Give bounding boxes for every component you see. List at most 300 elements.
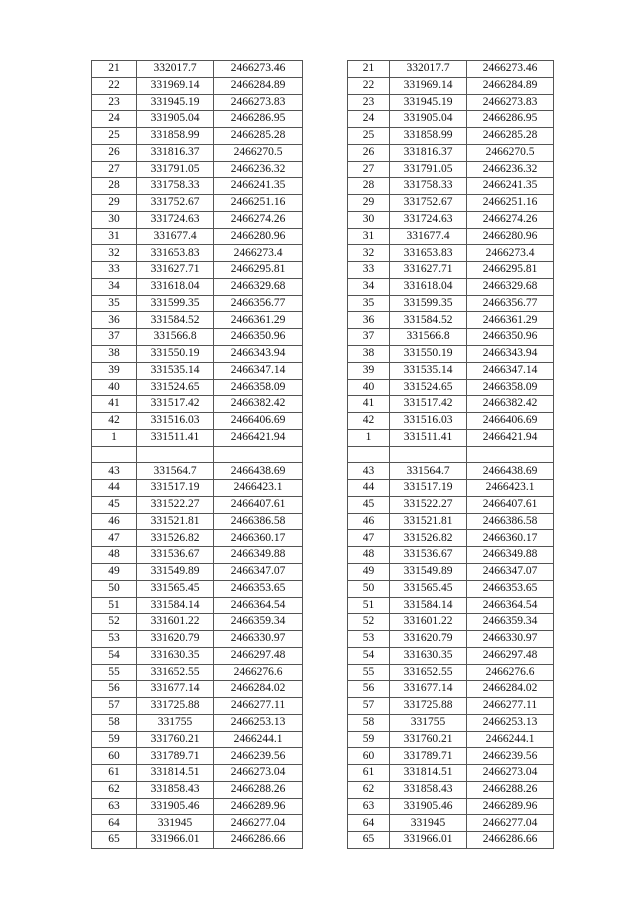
y-coordinate-cell: 2466438.69 xyxy=(467,463,554,480)
y-coordinate-cell: 2466297.48 xyxy=(467,647,554,664)
x-coordinate-cell: 331905.46 xyxy=(137,798,214,815)
table-row xyxy=(92,362,303,379)
y-coordinate-cell: 2466273.04 xyxy=(214,765,303,782)
table-row xyxy=(348,211,554,228)
point-number-cell: 39 xyxy=(92,362,137,379)
point-number-cell: 55 xyxy=(348,664,390,681)
x-coordinate-cell: 331536.67 xyxy=(137,547,214,564)
x-coordinate-cell: 331522.27 xyxy=(137,496,214,513)
y-coordinate-cell: 2466286.66 xyxy=(214,832,303,849)
point-number-cell: 52 xyxy=(348,614,390,631)
point-number-cell: 55 xyxy=(92,664,137,681)
table-row xyxy=(348,446,554,463)
x-coordinate-cell: 331584.52 xyxy=(390,312,467,329)
table-row xyxy=(92,798,303,815)
x-coordinate-cell: 331550.19 xyxy=(137,346,214,363)
table-row xyxy=(92,446,303,463)
y-coordinate-cell: 2466347.07 xyxy=(214,563,303,580)
table-row xyxy=(348,513,554,530)
table-row xyxy=(348,631,554,648)
y-coordinate-cell: 2466273.46 xyxy=(467,61,554,78)
y-coordinate-cell: 2466386.58 xyxy=(214,513,303,530)
point-number-cell: 64 xyxy=(92,815,137,832)
point-number-cell: 25 xyxy=(92,128,137,145)
y-coordinate-cell: 2466347.14 xyxy=(214,362,303,379)
y-coordinate-cell: 2466329.68 xyxy=(467,278,554,295)
x-coordinate-cell: 331517.42 xyxy=(390,396,467,413)
point-number-cell: 51 xyxy=(92,597,137,614)
table-row xyxy=(92,480,303,497)
table-row xyxy=(348,614,554,631)
x-coordinate-cell: 331653.83 xyxy=(390,245,467,262)
y-coordinate-cell: 2466277.11 xyxy=(467,698,554,715)
x-coordinate-cell xyxy=(390,446,467,463)
table-row xyxy=(92,295,303,312)
table-row xyxy=(92,178,303,195)
x-coordinate-cell: 331565.45 xyxy=(137,580,214,597)
point-number-cell: 57 xyxy=(348,698,390,715)
y-coordinate-cell: 2466438.69 xyxy=(214,463,303,480)
point-number-cell: 21 xyxy=(92,61,137,78)
table-row xyxy=(348,295,554,312)
table-row xyxy=(92,631,303,648)
point-number-cell: 21 xyxy=(348,61,390,78)
table-row xyxy=(92,346,303,363)
table-row xyxy=(348,77,554,94)
point-number-cell: 24 xyxy=(348,111,390,128)
y-coordinate-cell: 2466407.61 xyxy=(467,496,554,513)
table-row xyxy=(348,832,554,849)
point-number-cell: 47 xyxy=(92,530,137,547)
table-row xyxy=(348,278,554,295)
x-coordinate-cell: 331516.03 xyxy=(137,413,214,430)
point-number-cell: 22 xyxy=(92,77,137,94)
y-coordinate-cell: 2466288.26 xyxy=(467,781,554,798)
y-coordinate-cell: 2466286.95 xyxy=(467,111,554,128)
coordinate-table-right xyxy=(347,60,554,849)
y-coordinate-cell: 2466244.1 xyxy=(214,731,303,748)
y-coordinate-cell: 2466360.17 xyxy=(467,530,554,547)
y-coordinate-cell: 2466274.26 xyxy=(467,211,554,228)
point-number-cell: 33 xyxy=(348,262,390,279)
x-coordinate-cell: 331945 xyxy=(390,815,467,832)
table-row xyxy=(348,429,554,446)
point-number-cell: 46 xyxy=(92,513,137,530)
point-number-cell: 53 xyxy=(348,631,390,648)
point-number-cell: 47 xyxy=(348,530,390,547)
y-coordinate-cell: 2466239.56 xyxy=(467,748,554,765)
x-coordinate-cell: 331521.81 xyxy=(390,513,467,530)
point-number-cell: 49 xyxy=(92,563,137,580)
table-row xyxy=(92,714,303,731)
y-coordinate-cell: 2466253.13 xyxy=(214,714,303,731)
y-coordinate-cell: 2466386.58 xyxy=(467,513,554,530)
x-coordinate-cell: 331752.67 xyxy=(137,195,214,212)
table-row xyxy=(92,111,303,128)
y-coordinate-cell: 2466330.97 xyxy=(214,631,303,648)
table-row xyxy=(348,480,554,497)
y-coordinate-cell: 2466289.96 xyxy=(214,798,303,815)
table-row xyxy=(348,161,554,178)
x-coordinate-cell: 331620.79 xyxy=(390,631,467,648)
x-coordinate-cell: 332017.7 xyxy=(137,61,214,78)
x-coordinate-cell: 331511.41 xyxy=(390,429,467,446)
x-coordinate-cell: 331945.19 xyxy=(390,94,467,111)
y-coordinate-cell: 2466356.77 xyxy=(214,295,303,312)
x-coordinate-cell: 331814.51 xyxy=(390,765,467,782)
x-coordinate-cell: 331549.89 xyxy=(137,563,214,580)
x-coordinate-cell: 331760.21 xyxy=(390,731,467,748)
table-row xyxy=(348,714,554,731)
point-number-cell: 46 xyxy=(348,513,390,530)
x-coordinate-cell: 331791.05 xyxy=(137,161,214,178)
y-coordinate-cell: 2466284.89 xyxy=(467,77,554,94)
y-coordinate-cell: 2466253.13 xyxy=(467,714,554,731)
point-number-cell: 31 xyxy=(92,228,137,245)
table-row xyxy=(348,94,554,111)
y-coordinate-cell: 2466273.4 xyxy=(467,245,554,262)
y-coordinate-cell: 2466349.88 xyxy=(214,547,303,564)
coordinate-table-body xyxy=(92,61,303,849)
x-coordinate-cell: 331755 xyxy=(137,714,214,731)
table-row xyxy=(92,396,303,413)
table-row xyxy=(92,128,303,145)
point-number-cell: 37 xyxy=(348,329,390,346)
y-coordinate-cell: 2466358.09 xyxy=(467,379,554,396)
y-coordinate-cell: 2466361.29 xyxy=(467,312,554,329)
y-coordinate-cell: 2466236.32 xyxy=(467,161,554,178)
point-number-cell xyxy=(92,446,137,463)
y-coordinate-cell: 2466284.02 xyxy=(214,681,303,698)
table-row xyxy=(348,798,554,815)
y-coordinate-cell: 2466421.94 xyxy=(467,429,554,446)
x-coordinate-cell: 331677.4 xyxy=(137,228,214,245)
x-coordinate-cell xyxy=(137,446,214,463)
table-row xyxy=(92,245,303,262)
y-coordinate-cell: 2466284.89 xyxy=(214,77,303,94)
point-number-cell xyxy=(348,446,390,463)
table-row xyxy=(92,731,303,748)
table-row xyxy=(348,312,554,329)
point-number-cell: 35 xyxy=(348,295,390,312)
y-coordinate-cell: 2466364.54 xyxy=(214,597,303,614)
point-number-cell: 53 xyxy=(92,631,137,648)
y-coordinate-cell: 2466251.16 xyxy=(214,195,303,212)
x-coordinate-cell: 331858.99 xyxy=(390,128,467,145)
x-coordinate-cell: 331526.82 xyxy=(137,530,214,547)
point-number-cell: 33 xyxy=(92,262,137,279)
point-number-cell: 32 xyxy=(92,245,137,262)
x-coordinate-cell: 331618.04 xyxy=(137,278,214,295)
table-row xyxy=(92,664,303,681)
table-row xyxy=(92,77,303,94)
point-number-cell: 24 xyxy=(92,111,137,128)
table-row xyxy=(348,664,554,681)
point-number-cell: 50 xyxy=(92,580,137,597)
y-coordinate-cell: 2466359.34 xyxy=(214,614,303,631)
point-number-cell: 42 xyxy=(92,413,137,430)
table-row xyxy=(92,597,303,614)
table-row xyxy=(348,496,554,513)
x-coordinate-cell: 331550.19 xyxy=(390,346,467,363)
table-row xyxy=(348,329,554,346)
x-coordinate-cell: 331725.88 xyxy=(390,698,467,715)
x-coordinate-cell: 331760.21 xyxy=(137,731,214,748)
y-coordinate-cell: 2466350.96 xyxy=(214,329,303,346)
table-row xyxy=(92,463,303,480)
y-coordinate-cell: 2466347.07 xyxy=(467,563,554,580)
x-coordinate-cell: 331601.22 xyxy=(137,614,214,631)
point-number-cell: 61 xyxy=(92,765,137,782)
x-coordinate-cell: 331816.37 xyxy=(137,144,214,161)
x-coordinate-cell: 331524.65 xyxy=(137,379,214,396)
table-row xyxy=(92,211,303,228)
table-row xyxy=(348,362,554,379)
point-number-cell: 63 xyxy=(348,798,390,815)
point-number-cell: 57 xyxy=(92,698,137,715)
x-coordinate-cell: 331653.83 xyxy=(137,245,214,262)
table-row xyxy=(92,748,303,765)
point-number-cell: 65 xyxy=(92,832,137,849)
x-coordinate-cell: 331566.8 xyxy=(390,329,467,346)
x-coordinate-cell: 331511.41 xyxy=(137,429,214,446)
y-coordinate-cell: 2466239.56 xyxy=(214,748,303,765)
x-coordinate-cell: 331789.71 xyxy=(137,748,214,765)
x-coordinate-cell: 331677.4 xyxy=(390,228,467,245)
y-coordinate-cell: 2466276.6 xyxy=(214,664,303,681)
y-coordinate-cell: 2466270.5 xyxy=(214,144,303,161)
x-coordinate-cell: 331630.35 xyxy=(137,647,214,664)
x-coordinate-cell: 331969.14 xyxy=(390,77,467,94)
table-row xyxy=(348,731,554,748)
table-row xyxy=(348,396,554,413)
table-row xyxy=(92,681,303,698)
y-coordinate-cell: 2466277.04 xyxy=(214,815,303,832)
point-number-cell: 65 xyxy=(348,832,390,849)
point-number-cell: 26 xyxy=(92,144,137,161)
point-number-cell: 54 xyxy=(92,647,137,664)
point-number-cell: 1 xyxy=(348,429,390,446)
table-row xyxy=(92,513,303,530)
table-row xyxy=(92,698,303,715)
point-number-cell: 44 xyxy=(92,480,137,497)
x-coordinate-cell: 331652.55 xyxy=(137,664,214,681)
x-coordinate-cell: 331517.19 xyxy=(390,480,467,497)
y-coordinate-cell: 2466244.1 xyxy=(467,731,554,748)
y-coordinate-cell: 2466241.35 xyxy=(467,178,554,195)
x-coordinate-cell: 331564.7 xyxy=(390,463,467,480)
point-number-cell: 38 xyxy=(348,346,390,363)
y-coordinate-cell: 2466350.96 xyxy=(467,329,554,346)
point-number-cell: 27 xyxy=(348,161,390,178)
table-row xyxy=(348,698,554,715)
x-coordinate-cell: 331724.63 xyxy=(390,211,467,228)
x-coordinate-cell: 331758.33 xyxy=(390,178,467,195)
point-number-cell: 40 xyxy=(348,379,390,396)
point-number-cell: 36 xyxy=(92,312,137,329)
table-row xyxy=(348,178,554,195)
table-row xyxy=(92,329,303,346)
y-coordinate-cell: 2466273.04 xyxy=(467,765,554,782)
x-coordinate-cell: 331524.65 xyxy=(390,379,467,396)
table-row xyxy=(92,413,303,430)
table-row xyxy=(348,262,554,279)
point-number-cell: 44 xyxy=(348,480,390,497)
y-coordinate-cell: 2466285.28 xyxy=(467,128,554,145)
table-row xyxy=(92,547,303,564)
y-coordinate-cell: 2466359.34 xyxy=(467,614,554,631)
y-coordinate-cell: 2466343.94 xyxy=(214,346,303,363)
y-coordinate-cell: 2466289.96 xyxy=(467,798,554,815)
y-coordinate-cell: 2466364.54 xyxy=(467,597,554,614)
x-coordinate-cell: 331858.99 xyxy=(137,128,214,145)
point-number-cell: 34 xyxy=(348,278,390,295)
y-coordinate-cell: 2466241.35 xyxy=(214,178,303,195)
y-coordinate-cell: 2466347.14 xyxy=(467,362,554,379)
table-row xyxy=(92,379,303,396)
y-coordinate-cell: 2466295.81 xyxy=(214,262,303,279)
y-coordinate-cell: 2466273.4 xyxy=(214,245,303,262)
y-coordinate-cell: 2466297.48 xyxy=(214,647,303,664)
y-coordinate-cell: 2466280.96 xyxy=(467,228,554,245)
x-coordinate-cell: 331677.14 xyxy=(390,681,467,698)
x-coordinate-cell: 331752.67 xyxy=(390,195,467,212)
table-row xyxy=(348,597,554,614)
table-row xyxy=(92,781,303,798)
point-number-cell: 23 xyxy=(92,94,137,111)
y-coordinate-cell: 2466277.04 xyxy=(467,815,554,832)
point-number-cell: 48 xyxy=(92,547,137,564)
x-coordinate-cell: 331814.51 xyxy=(137,765,214,782)
y-coordinate-cell xyxy=(214,446,303,463)
y-coordinate-cell: 2466356.77 xyxy=(467,295,554,312)
x-coordinate-cell: 331535.14 xyxy=(137,362,214,379)
y-coordinate-cell: 2466358.09 xyxy=(214,379,303,396)
x-coordinate-cell: 331966.01 xyxy=(390,832,467,849)
x-coordinate-cell: 331584.14 xyxy=(390,597,467,614)
point-number-cell: 43 xyxy=(348,463,390,480)
table-row xyxy=(92,614,303,631)
y-coordinate-cell: 2466330.97 xyxy=(467,631,554,648)
point-number-cell: 31 xyxy=(348,228,390,245)
point-number-cell: 37 xyxy=(92,329,137,346)
point-number-cell: 35 xyxy=(92,295,137,312)
x-coordinate-cell: 331516.03 xyxy=(390,413,467,430)
point-number-cell: 27 xyxy=(92,161,137,178)
y-coordinate-cell: 2466343.94 xyxy=(467,346,554,363)
x-coordinate-cell: 331905.04 xyxy=(390,111,467,128)
x-coordinate-cell: 331858.43 xyxy=(390,781,467,798)
y-coordinate-cell: 2466329.68 xyxy=(214,278,303,295)
table-row xyxy=(92,832,303,849)
y-coordinate-cell: 2466353.65 xyxy=(214,580,303,597)
table-row xyxy=(92,262,303,279)
point-number-cell: 29 xyxy=(92,195,137,212)
y-coordinate-cell: 2466273.83 xyxy=(214,94,303,111)
table-row xyxy=(92,580,303,597)
y-coordinate-cell: 2466406.69 xyxy=(214,413,303,430)
x-coordinate-cell: 331584.14 xyxy=(137,597,214,614)
table-row xyxy=(92,647,303,664)
y-coordinate-cell xyxy=(467,446,554,463)
table-row xyxy=(348,245,554,262)
point-number-cell: 29 xyxy=(348,195,390,212)
point-number-cell: 58 xyxy=(348,714,390,731)
y-coordinate-cell: 2466406.69 xyxy=(467,413,554,430)
x-coordinate-cell: 331517.42 xyxy=(137,396,214,413)
point-number-cell: 38 xyxy=(92,346,137,363)
table-row xyxy=(348,128,554,145)
coordinate-table-left xyxy=(91,60,303,849)
y-coordinate-cell: 2466286.66 xyxy=(467,832,554,849)
x-coordinate-cell: 331945.19 xyxy=(137,94,214,111)
point-number-cell: 28 xyxy=(348,178,390,195)
point-number-cell: 40 xyxy=(92,379,137,396)
y-coordinate-cell: 2466285.28 xyxy=(214,128,303,145)
table-row xyxy=(348,765,554,782)
table-row xyxy=(348,748,554,765)
x-coordinate-cell: 331601.22 xyxy=(390,614,467,631)
table-row xyxy=(92,278,303,295)
point-number-cell: 25 xyxy=(348,128,390,145)
point-number-cell: 1 xyxy=(92,429,137,446)
y-coordinate-cell: 2466349.88 xyxy=(467,547,554,564)
x-coordinate-cell: 331536.67 xyxy=(390,547,467,564)
x-coordinate-cell: 331725.88 xyxy=(137,698,214,715)
y-coordinate-cell: 2466423.1 xyxy=(214,480,303,497)
table-row xyxy=(92,161,303,178)
table-row xyxy=(92,94,303,111)
point-number-cell: 50 xyxy=(348,580,390,597)
y-coordinate-cell: 2466407.61 xyxy=(214,496,303,513)
table-row xyxy=(348,379,554,396)
table-row xyxy=(92,563,303,580)
x-coordinate-cell: 331521.81 xyxy=(137,513,214,530)
point-number-cell: 59 xyxy=(348,731,390,748)
y-coordinate-cell: 2466273.46 xyxy=(214,61,303,78)
x-coordinate-cell: 331755 xyxy=(390,714,467,731)
x-coordinate-cell: 331789.71 xyxy=(390,748,467,765)
y-coordinate-cell: 2466270.5 xyxy=(467,144,554,161)
point-number-cell: 22 xyxy=(348,77,390,94)
y-coordinate-cell: 2466286.95 xyxy=(214,111,303,128)
point-number-cell: 26 xyxy=(348,144,390,161)
table-row xyxy=(348,346,554,363)
point-number-cell: 32 xyxy=(348,245,390,262)
x-coordinate-cell: 331905.04 xyxy=(137,111,214,128)
point-number-cell: 45 xyxy=(92,496,137,513)
x-coordinate-cell: 331945 xyxy=(137,815,214,832)
y-coordinate-cell: 2466382.42 xyxy=(214,396,303,413)
x-coordinate-cell: 331517.19 xyxy=(137,480,214,497)
table-row xyxy=(348,647,554,664)
point-number-cell: 42 xyxy=(348,413,390,430)
table-row xyxy=(92,815,303,832)
table-row xyxy=(348,144,554,161)
x-coordinate-cell: 331549.89 xyxy=(390,563,467,580)
x-coordinate-cell: 331564.7 xyxy=(137,463,214,480)
table-row xyxy=(92,496,303,513)
table-row xyxy=(92,429,303,446)
y-coordinate-cell: 2466236.32 xyxy=(214,161,303,178)
x-coordinate-cell: 331969.14 xyxy=(137,77,214,94)
y-coordinate-cell: 2466284.02 xyxy=(467,681,554,698)
point-number-cell: 52 xyxy=(92,614,137,631)
x-coordinate-cell: 331526.82 xyxy=(390,530,467,547)
y-coordinate-cell: 2466276.6 xyxy=(467,664,554,681)
x-coordinate-cell: 331724.63 xyxy=(137,211,214,228)
table-row xyxy=(348,228,554,245)
